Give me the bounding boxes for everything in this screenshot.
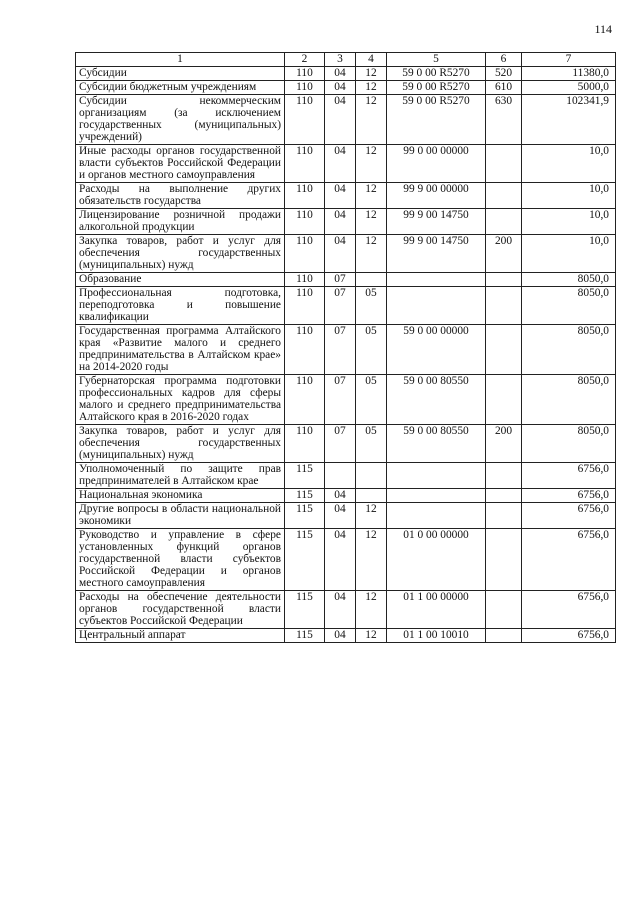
target-article-code-cell: 59 0 00 80550 — [387, 375, 486, 425]
expense-type-code-cell: 520 — [486, 67, 522, 81]
amount-cell: 8050,0 — [522, 273, 616, 287]
target-article-code-cell: 59 0 00 R5270 — [387, 81, 486, 95]
admin-code-cell: 110 — [285, 235, 325, 273]
table-row — [76, 425, 616, 463]
row-name-cell: Закупка товаров, работ и услуг для обеспечения государственных (муниципальных) нужд — [76, 425, 285, 463]
amount-cell: 11380,0 — [522, 67, 616, 81]
target-article-code-cell: 01 1 00 10010 — [387, 629, 486, 643]
row-name-cell: Образование — [76, 273, 285, 287]
expense-type-code-cell — [486, 591, 522, 629]
expense-type-code-cell — [486, 489, 522, 503]
subsection-code-cell: 12 — [356, 67, 387, 81]
subsection-code-cell: 12 — [356, 529, 387, 591]
subsection-code-cell: 12 — [356, 629, 387, 643]
amount-cell: 6756,0 — [522, 629, 616, 643]
subsection-code-cell: 12 — [356, 81, 387, 95]
page-number: 114 — [594, 22, 612, 36]
row-name-cell: Субсидии — [76, 67, 285, 81]
amount-cell: 10,0 — [522, 235, 616, 273]
admin-code-cell: 110 — [285, 273, 325, 287]
amount-cell: 5000,0 — [522, 81, 616, 95]
table-row — [76, 67, 616, 81]
amount-cell: 8050,0 — [522, 375, 616, 425]
table-row — [76, 503, 616, 529]
section-code-cell — [325, 463, 356, 489]
row-name-cell: Иные расходы органов государственной власти субъектов Российской Федерации и органов местного самоуправления — [76, 145, 285, 183]
amount-cell: 6756,0 — [522, 463, 616, 489]
section-code-cell: 04 — [325, 209, 356, 235]
target-article-code-cell: 59 0 00 80550 — [387, 425, 486, 463]
target-article-code-cell: 99 9 00 14750 — [387, 235, 486, 273]
target-article-code-cell: 59 0 00 R5270 — [387, 95, 486, 145]
table-row — [76, 287, 616, 325]
table-row — [76, 489, 616, 503]
expense-type-code-cell: 610 — [486, 81, 522, 95]
admin-code-cell: 110 — [285, 145, 325, 183]
subsection-code-cell: 12 — [356, 503, 387, 529]
expense-type-code-cell — [486, 209, 522, 235]
table-row — [76, 463, 616, 489]
admin-code-cell: 115 — [285, 529, 325, 591]
subsection-code-cell: 12 — [356, 183, 387, 209]
target-article-code-cell: 99 9 00 14750 — [387, 209, 486, 235]
table-row — [76, 183, 616, 209]
table-row — [76, 273, 616, 287]
admin-code-cell: 110 — [285, 95, 325, 145]
header-cell: 4 — [356, 53, 387, 67]
target-article-code-cell: 59 0 00 00000 — [387, 325, 486, 375]
subsection-code-cell: 05 — [356, 375, 387, 425]
section-code-cell: 04 — [325, 529, 356, 591]
section-code-cell: 04 — [325, 183, 356, 209]
table-row — [76, 145, 616, 183]
section-code-cell: 07 — [325, 325, 356, 375]
admin-code-cell: 110 — [285, 67, 325, 81]
section-code-cell: 07 — [325, 287, 356, 325]
expense-type-code-cell: 200 — [486, 425, 522, 463]
expense-type-code-cell — [486, 287, 522, 325]
amount-cell: 10,0 — [522, 183, 616, 209]
target-article-code-cell — [387, 503, 486, 529]
amount-cell: 8050,0 — [522, 425, 616, 463]
section-code-cell: 04 — [325, 503, 356, 529]
amount-cell: 6756,0 — [522, 503, 616, 529]
section-code-cell: 04 — [325, 489, 356, 503]
row-name-cell: Другие вопросы в области национальной экономики — [76, 503, 285, 529]
expense-type-code-cell — [486, 463, 522, 489]
header-cell: 2 — [285, 53, 325, 67]
amount-cell: 8050,0 — [522, 325, 616, 375]
subsection-code-cell: 12 — [356, 591, 387, 629]
expense-type-code-cell — [486, 503, 522, 529]
admin-code-cell: 115 — [285, 629, 325, 643]
admin-code-cell: 110 — [285, 287, 325, 325]
subsection-code-cell: 05 — [356, 287, 387, 325]
budget-table — [75, 52, 616, 643]
admin-code-cell: 115 — [285, 489, 325, 503]
admin-code-cell: 110 — [285, 425, 325, 463]
subsection-code-cell — [356, 463, 387, 489]
row-name-cell: Лицензирование розничной продажи алкогольной продукции — [76, 209, 285, 235]
row-name-cell: Расходы на выполнение других обязательств государства — [76, 183, 285, 209]
target-article-code-cell: 99 9 00 00000 — [387, 183, 486, 209]
expense-type-code-cell — [486, 145, 522, 183]
amount-cell: 6756,0 — [522, 529, 616, 591]
expense-type-code-cell — [486, 325, 522, 375]
row-name-cell: Центральный аппарат — [76, 629, 285, 643]
header-cell: 6 — [486, 53, 522, 67]
table-row — [76, 591, 616, 629]
expense-type-code-cell: 200 — [486, 235, 522, 273]
section-code-cell: 04 — [325, 67, 356, 81]
table-row — [76, 375, 616, 425]
admin-code-cell: 110 — [285, 375, 325, 425]
row-name-cell: Профессиональная подготовка, переподготовка и повышение квалификации — [76, 287, 285, 325]
admin-code-cell: 110 — [285, 81, 325, 95]
subsection-code-cell: 05 — [356, 325, 387, 375]
admin-code-cell: 115 — [285, 503, 325, 529]
header-cell: 7 — [522, 53, 616, 67]
subsection-code-cell: 12 — [356, 95, 387, 145]
row-name-cell: Государственная программа Алтайского края «Развитие малого и среднего предпринимательства в Алтайском крае» на 2014-2020 годы — [76, 325, 285, 375]
table-row — [76, 209, 616, 235]
row-name-cell: Субсидии бюджетным учреждениям — [76, 81, 285, 95]
table-body — [76, 67, 616, 643]
expense-type-code-cell: 630 — [486, 95, 522, 145]
expense-type-code-cell — [486, 183, 522, 209]
table-row — [76, 629, 616, 643]
section-code-cell: 04 — [325, 95, 356, 145]
row-name-cell: Уполномоченный по защите прав предпринимателей в Алтайском крае — [76, 463, 285, 489]
section-code-cell: 04 — [325, 145, 356, 183]
expense-type-code-cell — [486, 375, 522, 425]
subsection-code-cell: 12 — [356, 235, 387, 273]
table-row — [76, 529, 616, 591]
target-article-code-cell — [387, 287, 486, 325]
subsection-code-cell: 05 — [356, 425, 387, 463]
amount-cell: 6756,0 — [522, 489, 616, 503]
section-code-cell: 04 — [325, 81, 356, 95]
table-row — [76, 235, 616, 273]
amount-cell: 10,0 — [522, 209, 616, 235]
header-row — [76, 53, 616, 67]
target-article-code-cell: 01 0 00 00000 — [387, 529, 486, 591]
header-cell: 3 — [325, 53, 356, 67]
expense-type-code-cell — [486, 629, 522, 643]
row-name-cell: Расходы на обеспечение деятельности органов государственной власти субъектов Российской Федерации — [76, 591, 285, 629]
table-row — [76, 95, 616, 145]
section-code-cell: 07 — [325, 375, 356, 425]
table-row — [76, 325, 616, 375]
target-article-code-cell — [387, 489, 486, 503]
row-name-cell: Субсидии некоммерческим организациям (за исключением государственных (муниципальных) учреждений) — [76, 95, 285, 145]
section-code-cell: 07 — [325, 425, 356, 463]
target-article-code-cell: 01 1 00 00000 — [387, 591, 486, 629]
amount-cell: 6756,0 — [522, 591, 616, 629]
target-article-code-cell: 59 0 00 R5270 — [387, 67, 486, 81]
amount-cell: 8050,0 — [522, 287, 616, 325]
row-name-cell: Закупка товаров, работ и услуг для обеспечения государственных (муниципальных) нужд — [76, 235, 285, 273]
admin-code-cell: 115 — [285, 463, 325, 489]
row-name-cell: Национальная экономика — [76, 489, 285, 503]
subsection-code-cell — [356, 489, 387, 503]
row-name-cell: Руководство и управление в сфере установленных функций органов государственной власти субъектов Российской Федерации и органов местного самоуправления — [76, 529, 285, 591]
amount-cell: 10,0 — [522, 145, 616, 183]
expense-type-code-cell — [486, 273, 522, 287]
admin-code-cell: 110 — [285, 183, 325, 209]
target-article-code-cell: 99 0 00 00000 — [387, 145, 486, 183]
section-code-cell: 07 — [325, 273, 356, 287]
target-article-code-cell — [387, 273, 486, 287]
subsection-code-cell: 12 — [356, 209, 387, 235]
subsection-code-cell — [356, 273, 387, 287]
admin-code-cell: 115 — [285, 591, 325, 629]
header-cell: 1 — [76, 53, 285, 67]
section-code-cell: 04 — [325, 591, 356, 629]
header-cell: 5 — [387, 53, 486, 67]
section-code-cell: 04 — [325, 629, 356, 643]
admin-code-cell: 110 — [285, 209, 325, 235]
target-article-code-cell — [387, 463, 486, 489]
subsection-code-cell: 12 — [356, 145, 387, 183]
amount-cell: 102341,9 — [522, 95, 616, 145]
table-row — [76, 81, 616, 95]
section-code-cell: 04 — [325, 235, 356, 273]
admin-code-cell: 110 — [285, 325, 325, 375]
row-name-cell: Губернаторская программа подготовки профессиональных кадров для сферы малого и среднего предпринимательства Алтайского края в 2016-2020 годах — [76, 375, 285, 425]
expense-type-code-cell — [486, 529, 522, 591]
